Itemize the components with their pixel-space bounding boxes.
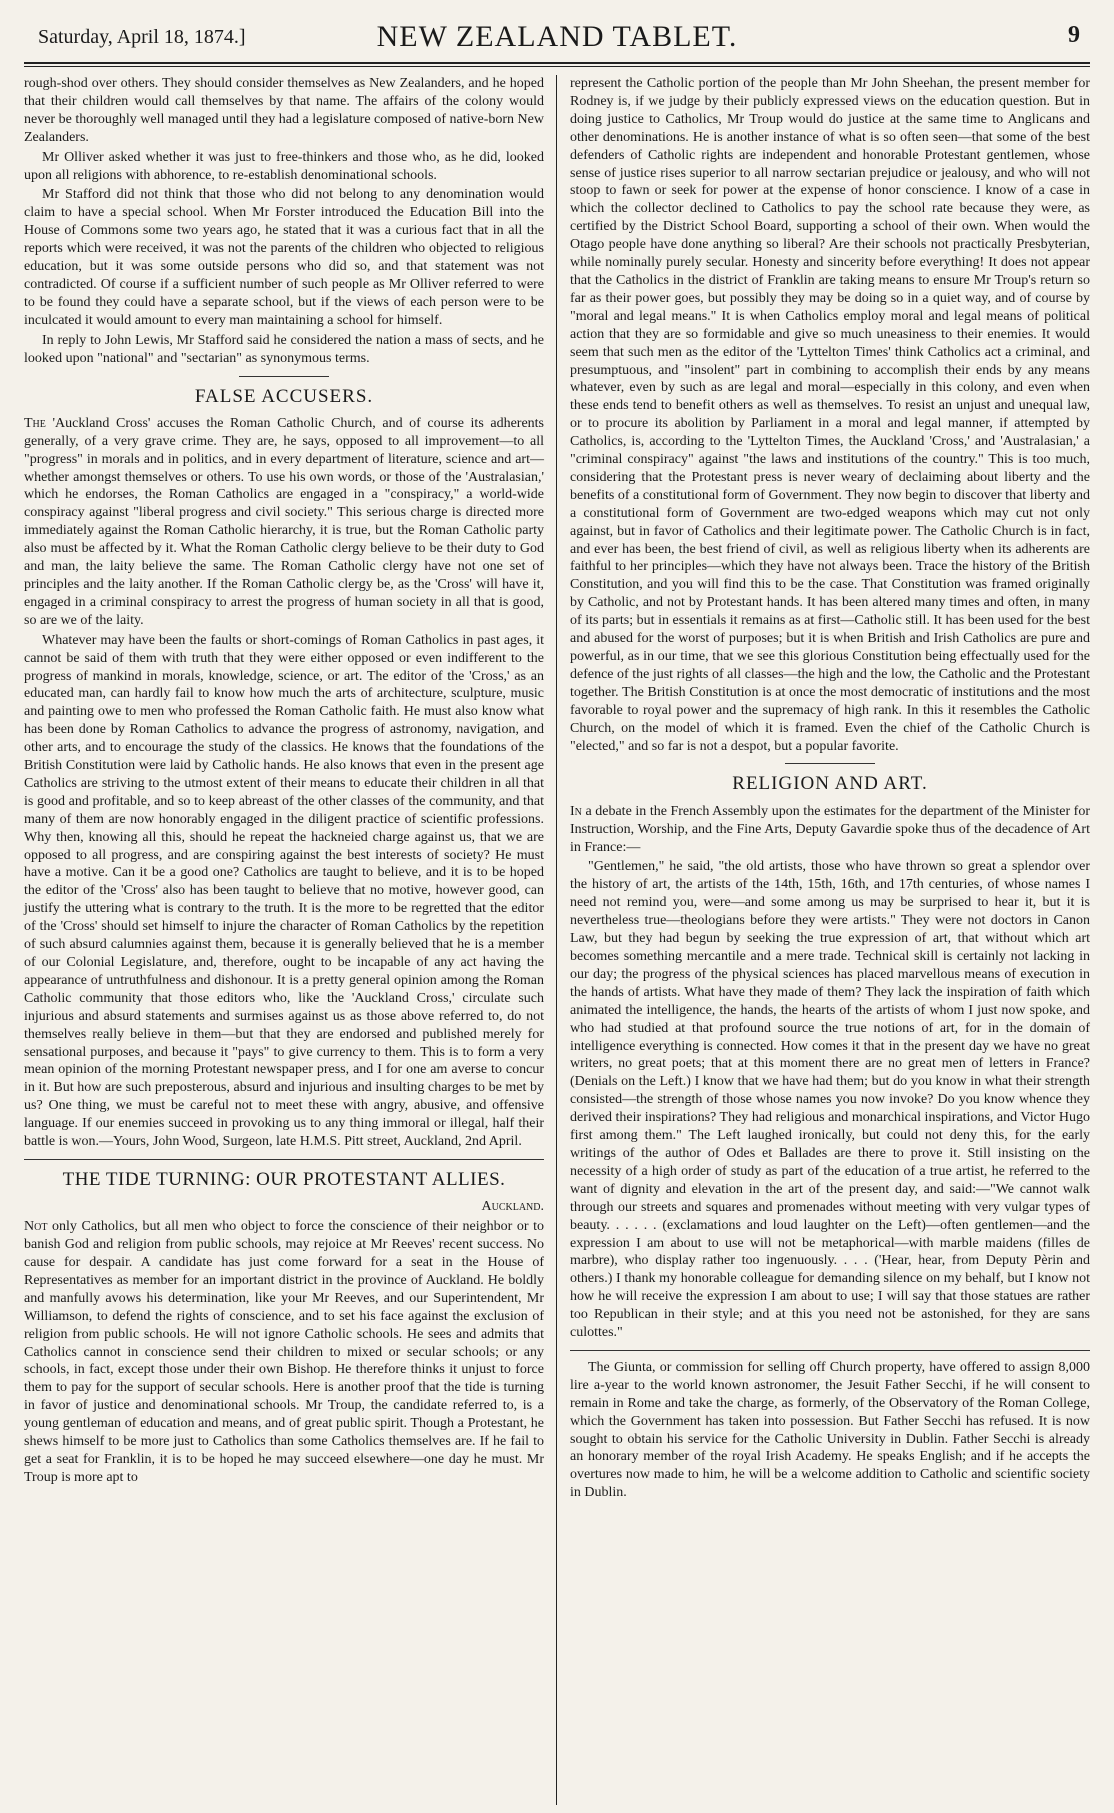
- column-divider: [556, 75, 557, 1805]
- lead-word: Not: [24, 1219, 48, 1235]
- false-accusers-heading: FALSE ACCUSERS.: [194, 385, 374, 407]
- false-accusers-paragraph-1: [24, 415, 544, 630]
- section-rule: [239, 376, 329, 377]
- lewis-paragraph: In reply to John Lewis, Mr Stafford said he considered the nation a mass of sects, and he looked upon "national" and "sectarian" as synonymous terms.: [24, 332, 544, 366]
- religion-and-art-heading: RELIGION AND ART.: [732, 773, 928, 795]
- masthead: [24, 18, 1090, 58]
- religion-paragraph-2: "Gentlemen," he said, "the old artists, those who have thrown so great a splendor over the history of art, the artists of the 14th, 15th, 16th, and 17th centuries, of whose names I need not remind you, were—and some among us may be surprised to hear it, but it is nevertheless true—theologians before they were artists." They were not doctors in Canon Law, but they had begun by seeking the true expression of art, that without which art becomes something mercantile and a mere trade. Technical skill is certainly not lacking in our day; the progress of the physical sciences has placed marvellous means of execution in the hands of artists. What have they made of them? They lack the inspiration of faith which animated the intelligence, the hands, the hearts of the artists of whom I just now spoke, and who had studied at that profound source the true notions of art, for in the domain of intelligence everything is connected. How comes it that in the present day we have no great writers, no great poets; that at this moment there are no great men of letters in France? (Denials on the Left.) I know that we have had them; but do you know in what their strength consisted—the strength of those whose names you now invoke? Do you know whence they derived their inspirations? They had religious and monarchical inspirations, and Victor Hugo first among them." The Left laughed ironically, but could not deny this, for the early writings of the author of Odes et Ballades are there to prove it. Still insisting on the necessity of a high order of study as part of the education of a true artist, he referred to the want of dignity and elevation in the art of the present day, and said:—"We cannot walk through our streets and squares and promenades without meeting with very vulgar types of beauty. . . . . . (exclamations and loud laughter on the Left)—often gentlemen—and the expression I am about to use will not be metaphorical—with marble maidens (filles de marbre), who display rather too ingenuously. . . . ('Hear, hear, from Deputy Pèrin and others.) I thank my honorable colleague for demanding silence on my behalf, but I know not how he will receive the expression I am about to use; I will say that those statues are rather too Republican in their style; and at this you need not be astonished, for they are sans culottes.": [570, 859, 1090, 1341]
- columns: [24, 75, 1090, 1805]
- tide-turning-continued: represent the Catholic portion of the people than Mr John Sheehan, the present member for Rodney is, if we judge by their publicly expressed views on the education question. But in doing justice to Catholics, Mr Troup would do justice at the same time to Anglicans and other denominations. He is another instance of what is so often seen—that some of the best defenders of Catholic rights are independent and honorable Protestant gentlemen, whose sense of justice rises superior to all narrow sectarian prejudice or jealousy, and who will not stoop to fawn or seek for power at the expense of honor conscience. I know of a case in which the collector declined to Catholics to pay the school rate because they were, as certified by the District School Board, supporting a school of their own. When would the Otago people have done anything so liberal? Are their schools not practically Presbyterian, while nominally purely secular. Honesty and sincerity before everything! It does not appear that the Catholics in the district of Franklin are taking means to ensure Mr Troup's return so far as their power goes, but possibly they may be doing so in a quiet way, and of course by "moral and legal means." It is when Catholics employ moral and legal means of political action that they are so formidable and give so much uneasiness to their enemies. It would seem that such men as the editor of the 'Lyttelton Times' think Catholics act a criminal, and presumptuous, and "insolent" part in combining to accomplish their ends by any means whatever, even by such as are legal and moral—especially in this colony, and even when these ends tend to benefit others as well as themselves. To resist an unjust and unequal law, or to procure its abolition by Parliament in a moral and legal manner, if attempted by Catholics, is, according to the 'Lyttelton Times, the Auckland 'Cross,' and 'Australasian,' a "criminal conspiracy" against "the laws and institutions of the country." This is too much, considering that the Protestant press is never weary of declaiming about liberty and the benefits of a constitutional form of Government. They now begin to discover that liberty and a constitutional form of Government are two-edged weapons which may cut not only against, but in favor of Catholics and their legitimate power. The Catholic Church is in fact, and ever has been, the best friend of civil, as well as religious liberty when its adherents are faithful to her principles—which they have not always been. Trace the history of the British Constitution, and you will find this to be the case. That Constitution was framed originally by Catholic, and not by Protestant hands. It has been altered many times and often, in many of its parts; but in essentials it remains as at first—Catholic still. It has been used for the best and abused for the worst of purposes; but it is when British and Irish Catholics are pure and powerful, as in our time, that we see this glorious Constitution being effectually used for the defence of the just rights of all classes—the high and the low, the Catholic and the Protestant together. The British Constitution is at once the most democratic of institutions and the most favorable to royal power and the supremacy of high rank. In this it resembles the Catholic Church, on the model of which it is framed. Even the chief of the Catholic Church is "elected," and so far is not a despot, but a popular favorite.: [570, 76, 1090, 754]
- lead-word: In: [570, 803, 582, 819]
- page-number: 9: [1068, 22, 1080, 48]
- section-rule: [570, 1350, 1090, 1351]
- issue-date: Saturday, April 18, 1874.]: [38, 26, 246, 48]
- tide-turning-paragraph: [24, 1218, 544, 1487]
- section-rule: [785, 763, 875, 764]
- newspaper-title: NEW ZEALAND TABLET.: [376, 20, 738, 53]
- masthead-rule: [24, 62, 1090, 67]
- right-column: [570, 75, 1090, 1504]
- tide-turning-heading: THE TIDE TURNING: OUR PROTESTANT ALLIES.: [62, 1168, 506, 1190]
- false-accusers-paragraph-2: Whatever may have been the faults or short-comings of Roman Catholics in past ages, it cannot be said of them with truth that they were either opposed or even indifferent to the progress of mankind in morals, knowledge, science, or art. The editor of the 'Cross,' as an educated man, can hardly fail to know how much the arts of architecture, sculpture, music and painting owe to men who professed the Roman Catholic faith. He must also know what has been done by Roman Catholics to advance the progress of astronomy, navigation, and other arts, and to encourage the study of the classics. He knows that the foundations of the British Constitution were laid by Catholic hands. He also knows that even in the present age Catholics are striving to the utmost extent of their means to educate their children in all that is good and profitable, and so to keep abreast of the other classes of the community, and that many of them are now honorably engaged in the diligent practice of scientific professions. Why then, knowing all this, should he repeat the hackneied charge against us, that we are opposed to all progress, and are conspiring against the best interests of society? He must have a motive. Can it be a good one? Catholics are taught to believe, and it is to be hoped the editor of the 'Cross' also has been taught to believe that no motive, however good, can justify the uttering what is contrary to the truth. It is the more to be regretted that the editor of the 'Cross' should set himself to injure the character of Roman Catholics by the repetition of such absurd calumnies against them, because it is generally believed that he is a member of our Colonial Legislature, and, therefore, ought to be incapable of any act having the appearance of untruthfulness and dishonour. It is a pretty general opinion among the Roman Catholic community that those editors who, like the 'Auckland Cross,' circulate such injurious and absurd statements and surmises against us as those above referred to, do not themselves really believe in them—but that they are endorsed and published merely for sensational purposes, and because it "pays" to give currency to them. This is to form a very mean opinion of the morning Protestant newspaper press, and I for one am averse to concur in it. But how are such preposterous, absurd and injurious and insulting charges to be met by us? One thing, we must be careful not to meet these with angry, abusive, and offensive language. If our enemies succeed in provoking us to any thing immoral or illegal, half their battle is won.—Yours, John Wood, Surgeon, late H.M.S. Pitt street, Auckland, 2nd April.: [24, 632, 544, 1150]
- continued-paragraph: rough-shod over others. They should consider themselves as New Zealanders, and he hoped that their children would call themselves by that name. The affairs of the colony would never be thoroughly well managed until they had a legislature composed of native-born New Zealanders.: [24, 76, 544, 145]
- stafford-paragraph: Mr Stafford did not think that those who did not belong to any denomination would claim to have a special school. When Mr Forster introduced the Education Bill into the House of Commons some two years ago, he stated that it was a curious fact that in all the reports which were received, it was not the parents of the children who objected to religious education, but it was some outside persons who did so, and that statement was not contradicted. Of course if a sufficient number of such people as Mr Olliver referred to were to be found they could have a separate school, but if the views of each person were to be inculcated it would amount to every man maintaining a school for himself.: [24, 187, 544, 328]
- paragraph-body: 'Auckland Cross' accuses the Roman Catholic Church, and of course its adherents generally, of a very grave crime. They are, he says, opposed to all improvement—to all "progress" in morals and in politics, and in every department of literature, science and art—whether amongst themselves or others. To use his own words, or those of the 'Australasian,' which he endorses, the Roman Catholics are engaged in a "conspiracy," a world-wide conspiracy against "liberal progress and civil society." This serious charge is directed more immediately against the Roman Catholic hierarchy, it is true, but the Roman Catholic party also must be affected by it. What the Roman Catholic clergy believe to be their duty to God and man, the laity believe the same. The Roman Catholic clergy have not one set of principles and the laity another. If the Roman Catholic clergy be, as the 'Cross' will have it, engaged in a criminal conspiracy to arrest the progress of human society in all that is good, so are we of the laity.: [24, 415, 544, 628]
- left-column: [24, 75, 544, 1489]
- paragraph-body: only Catholics, but all men who object to force the conscience of their neighbor or to banish God and religion from public schools, may rejoice at Mr Reeves' recent success. No cause for despair. A candidate has just come forward for a seat in the House of Representatives as member for an important district in the province of Auckland. He boldly and manfully avows his determination, like your Mr Reeves, and our Superintendent, Mr Williamson, to defend the rights of conscience, and to set his face against the exclusion of religion from public schools. He will not ignore Catholic schools. He sees and admits that Catholics cannot in conscience send their children to mixed or secular schools; or any schools, in fact, except those under their own Bishop. He therefore thinks it unjust to force them to pay for the support of secular schools. Here is another proof that the tide is turning in favor of justice and denominational schools. Mr Troup, the candidate referred to, is a young gentleman of education and means, and of great public spirit. Though a Protestant, he shews himself to be more just to Catholics than some Catholics themselves are. If he fail to get a seat for Franklin, it is to be hoped he may succeed elsewhere—one day he must. Mr Troup is more apt to: [24, 1219, 544, 1485]
- dateline: Auckland.: [481, 1199, 544, 1215]
- lead-word: The: [24, 415, 46, 431]
- olliver-paragraph: Mr Olliver asked whether it was just to free-thinkers and those who, as he did, looked upon all religions with abhorence, to re-establish denominational schools.: [24, 149, 544, 183]
- religion-paragraph-1: [570, 803, 1090, 857]
- section-rule: [24, 1159, 544, 1160]
- giunta-paragraph: The Giunta, or commission for selling off Church property, have offered to assign 8,000 lire a-year to the world known astronomer, the Jesuit Father Secchi, if he will consent to remain in Rome and take the charge, as formerly, of the Observatory of the Roman College, which the Government has taken into possession. But Father Secchi has refused. It is now sought to obtain his service for the Catholic University in Dublin. Father Secchi is already an honorary member of the royal Irish Academy. He speaks English; and if he accepts the overtures now made to him, he will be a welcome addition to Catholic and scientific society in Dublin.: [570, 1359, 1090, 1501]
- paragraph-body: a debate in the French Assembly upon the estimates for the department of the Minister for Instruction, Worship, and the Fine Arts, Deputy Gavardie spoke thus of the decadence of Art in France:—: [570, 803, 1090, 855]
